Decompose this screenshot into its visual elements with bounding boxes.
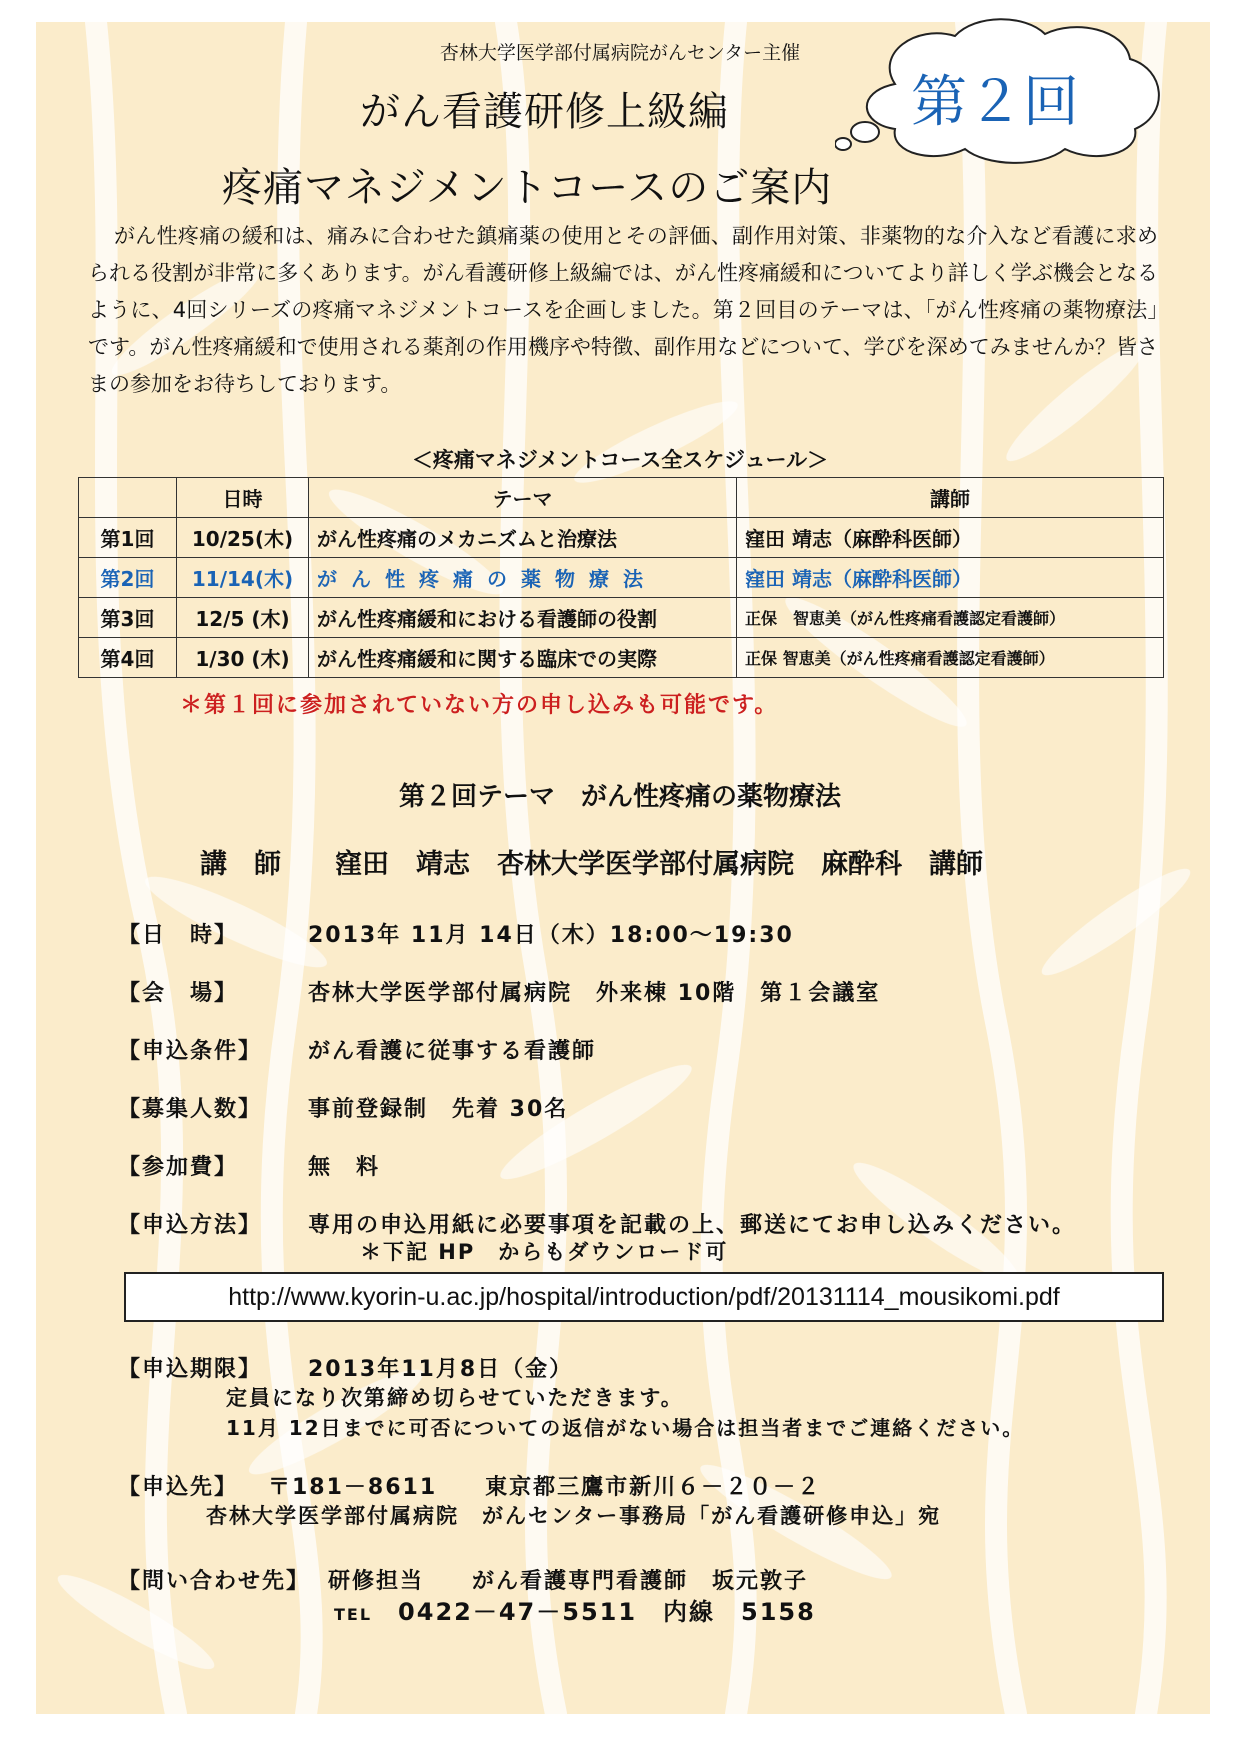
detail-value: 事前登録制 先着 30名	[308, 1097, 569, 1122]
detail-value: 無 料	[308, 1155, 381, 1180]
cell-lecturer: 窪田 靖志（麻酔科医師）	[737, 558, 1164, 598]
session-badge: 第２回	[911, 70, 1079, 135]
cell-date: 12/5 (木)	[177, 598, 309, 638]
table-row	[79, 638, 1164, 678]
detail-label: 【申込方法】	[118, 1213, 263, 1238]
detail-value: 2013年 11月 14日（木）18:00～19:30	[308, 923, 794, 948]
deadline-note: 11月 12日までに可否についての返信がない場合は担当者までご連絡ください。	[226, 1416, 1025, 1440]
intro-paragraph: がん性疼痛の緩和は、痛みに合わせた鎮痛薬の使用とその評価、副作用対策、非薬物的な介入など看護に求められる役割が非常に多くあります。がん看護研修上級編では、がん性疼痛緩和についてより詳しく学ぶ機会となるように、4回シリーズの疼痛マネジメントコースを企画しました。第２回目のテーマは、「がん性疼痛の薬物療法」です。がん性疼痛緩和で使用される薬剤の作用機序や特徴、副作用などについて、学びを深めてみませんか？皆さまの参加をお待ちしております。	[88, 224, 1158, 396]
download-url-link[interactable]: http://www.kyorin-u.ac.jp/hospital/introduction/pdf/20131114_mousikomi.pdf	[124, 1272, 1164, 1322]
col-header-no	[79, 478, 177, 518]
cell-lecturer: 窪田 靖志（麻酔科医師）	[737, 518, 1164, 558]
cell-no: 第4回	[79, 638, 177, 678]
detail-value: 研修担当 がん看護専門看護師 坂元敦子	[328, 1569, 809, 1594]
session-theme: 第２回テーマ がん性疼痛の薬物療法	[398, 782, 841, 812]
tel-value: 0422－47－5511 内線 5158	[398, 1598, 816, 1626]
schedule-table	[78, 477, 1164, 678]
page-subtitle: 疼痛マネジメントコースのご案内	[222, 165, 833, 211]
detail-label: 【申込条件】	[118, 1039, 263, 1064]
cell-date: 1/30 (木)	[177, 638, 309, 678]
detail-value: 専用の申込用紙に必要事項を記載の上、郵送にてお申し込みください。	[308, 1213, 1077, 1238]
cell-theme: がん性疼痛のメカニズムと治療法	[309, 518, 737, 558]
organizer: 杏林大学医学部付属病院がんセンター主催	[439, 42, 801, 64]
detail-value: 2013年11月8日（金）	[308, 1357, 574, 1382]
session-lecturer: 講 師 窪田 靖志 杏林大学医学部付属病院 麻酔科 講師	[200, 849, 983, 880]
cell-theme: がん性疼痛の薬物療法	[309, 558, 737, 598]
cell-no: 第3回	[79, 598, 177, 638]
detail-label: 【募集人数】	[118, 1097, 263, 1122]
detail-venue	[118, 976, 880, 1007]
detail-fee	[118, 1150, 380, 1181]
detail-value: がん看護に従事する看護師	[308, 1039, 597, 1064]
detail-capacity	[118, 1092, 568, 1123]
table-header-row	[79, 478, 1164, 518]
detail-label: 【参加費】	[118, 1155, 239, 1180]
contact-phone	[334, 1592, 816, 1627]
detail-condition	[118, 1034, 596, 1065]
col-header-date: 日時	[177, 478, 309, 518]
page-title: がん看護研修上級編	[360, 89, 729, 135]
table-row	[79, 518, 1164, 558]
detail-deadline	[118, 1352, 573, 1383]
detail-contact	[118, 1564, 808, 1595]
schedule-note: ＊第１回に参加されていない方の申し込みも可能です。	[180, 693, 779, 718]
schedule-title: ＜疼痛マネジメントコース全スケジュール＞	[411, 448, 829, 472]
cell-date: 11/14(木)	[177, 558, 309, 598]
tel-label: TEL	[334, 1605, 373, 1624]
detail-value: 杏林大学医学部付属病院 外来棟 10階 第１会議室	[308, 981, 881, 1006]
cell-lecturer: 正保 智恵美（がん性疼痛看護認定看護師）	[737, 638, 1164, 678]
address-recipient: 杏林大学医学部付属病院 がんセンター事務局「がん看護研修申込」宛	[206, 1504, 942, 1528]
table-row	[79, 598, 1164, 638]
table-row-highlighted	[79, 558, 1164, 598]
detail-label: 【申込期限】	[118, 1357, 263, 1382]
detail-label: 【会 場】	[118, 981, 239, 1006]
cell-date: 10/25(木)	[177, 518, 309, 558]
detail-method	[118, 1208, 1076, 1239]
detail-value: 〒181－8611 東京都三鷹市新川６－２０－２	[268, 1475, 822, 1500]
col-header-theme: テーマ	[309, 478, 737, 518]
cell-lecturer: 正保 智恵美（がん性疼痛看護認定看護師）	[737, 598, 1164, 638]
method-note: ＊下記 HP からもダウンロード可	[360, 1240, 729, 1264]
cell-no: 第2回	[79, 558, 177, 598]
detail-date	[118, 918, 794, 949]
detail-address	[118, 1470, 821, 1501]
detail-label: 【問い合わせ先】	[118, 1569, 311, 1594]
cell-no: 第1回	[79, 518, 177, 558]
cell-theme: がん性疼痛緩和における看護師の役割	[309, 598, 737, 638]
deadline-note: 定員になり次第締め切らせていただきます。	[226, 1386, 684, 1410]
col-header-lecturer: 講師	[737, 478, 1164, 518]
cell-theme: がん性疼痛緩和に関する臨床での実際	[309, 638, 737, 678]
detail-label: 【申込先】	[118, 1475, 239, 1500]
detail-label: 【日 時】	[118, 923, 239, 948]
